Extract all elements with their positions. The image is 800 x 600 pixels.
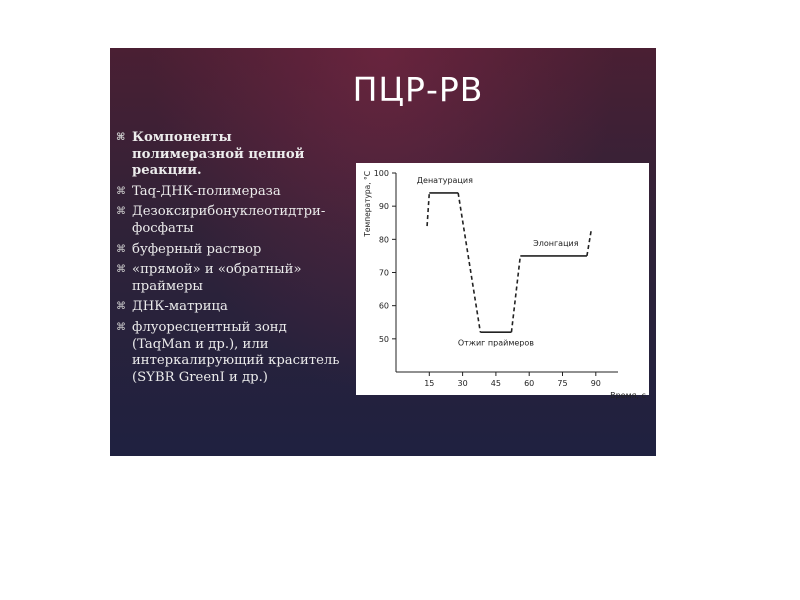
x-axis-title: Время, с — [610, 391, 646, 400]
bullet-icon: ⌘ — [116, 301, 126, 313]
x-tick-label: 15 — [424, 379, 435, 388]
bullet-item — [116, 320, 348, 386]
y-tick-label: 50 — [378, 334, 389, 344]
bullet-item — [116, 204, 348, 237]
chart-svg — [356, 163, 649, 400]
bullet-item — [116, 299, 348, 316]
y-tick-label: 60 — [378, 301, 389, 311]
bullet-text: Дезоксирибонуклеотидтри-фосфаты — [132, 204, 326, 236]
x-tick-label: 90 — [590, 379, 601, 388]
bullet-text: флуоресцентный зонд (TaqMan и др.), или интеркалирующий краситель (SYBR GreenI и др.) — [132, 319, 340, 385]
transition-segment — [458, 193, 480, 332]
y-tick-label: 70 — [378, 268, 389, 278]
bullet-text: Компоненты полимеразной цепной реакции. — [132, 130, 305, 179]
bullet-item — [116, 130, 348, 180]
bullet-icon: ⌘ — [116, 132, 126, 143]
bullet-icon: ⌘ — [116, 243, 126, 255]
bullet-item — [116, 262, 348, 295]
x-tick-label: 75 — [557, 379, 568, 388]
transition-segment — [587, 229, 591, 256]
x-tick-label: 45 — [490, 379, 501, 388]
stage-annotation: Отжиг праймеров — [457, 338, 534, 348]
slide-title: ПЦР-РВ — [352, 70, 484, 109]
y-tick-label: 90 — [378, 202, 389, 212]
bullet-list — [116, 130, 348, 390]
chart-lines — [427, 193, 591, 332]
slide — [110, 48, 656, 456]
pcr-temperature-chart — [356, 163, 649, 400]
bullet-item — [116, 242, 348, 259]
stage-annotation: Денатурация — [416, 175, 473, 185]
transition-segment — [511, 256, 520, 332]
bullet-icon: ⌘ — [116, 264, 126, 276]
y-tick-label: 80 — [378, 235, 389, 245]
bullet-icon: ⌘ — [116, 185, 126, 197]
y-tick-label: 100 — [373, 169, 389, 178]
x-tick-label: 30 — [457, 379, 468, 388]
bullet-item — [116, 184, 348, 201]
bullet-icon: ⌘ — [116, 321, 126, 333]
bullet-text: ДНК-матрица — [132, 299, 228, 315]
bullet-text: буферный раствор — [132, 241, 262, 257]
stage-annotation: Элонгация — [533, 238, 579, 248]
transition-segment — [427, 193, 429, 226]
bullet-text: «прямой» и «обратный» праймеры — [132, 262, 302, 294]
x-tick-label: 60 — [524, 379, 535, 388]
chart-axes — [363, 169, 646, 400]
y-axis-title: Температура, °С — [363, 171, 372, 237]
bullet-text: Taq-ДНК-полимераза — [132, 183, 281, 199]
bullet-icon: ⌘ — [116, 206, 126, 218]
chart-labels — [417, 176, 579, 348]
